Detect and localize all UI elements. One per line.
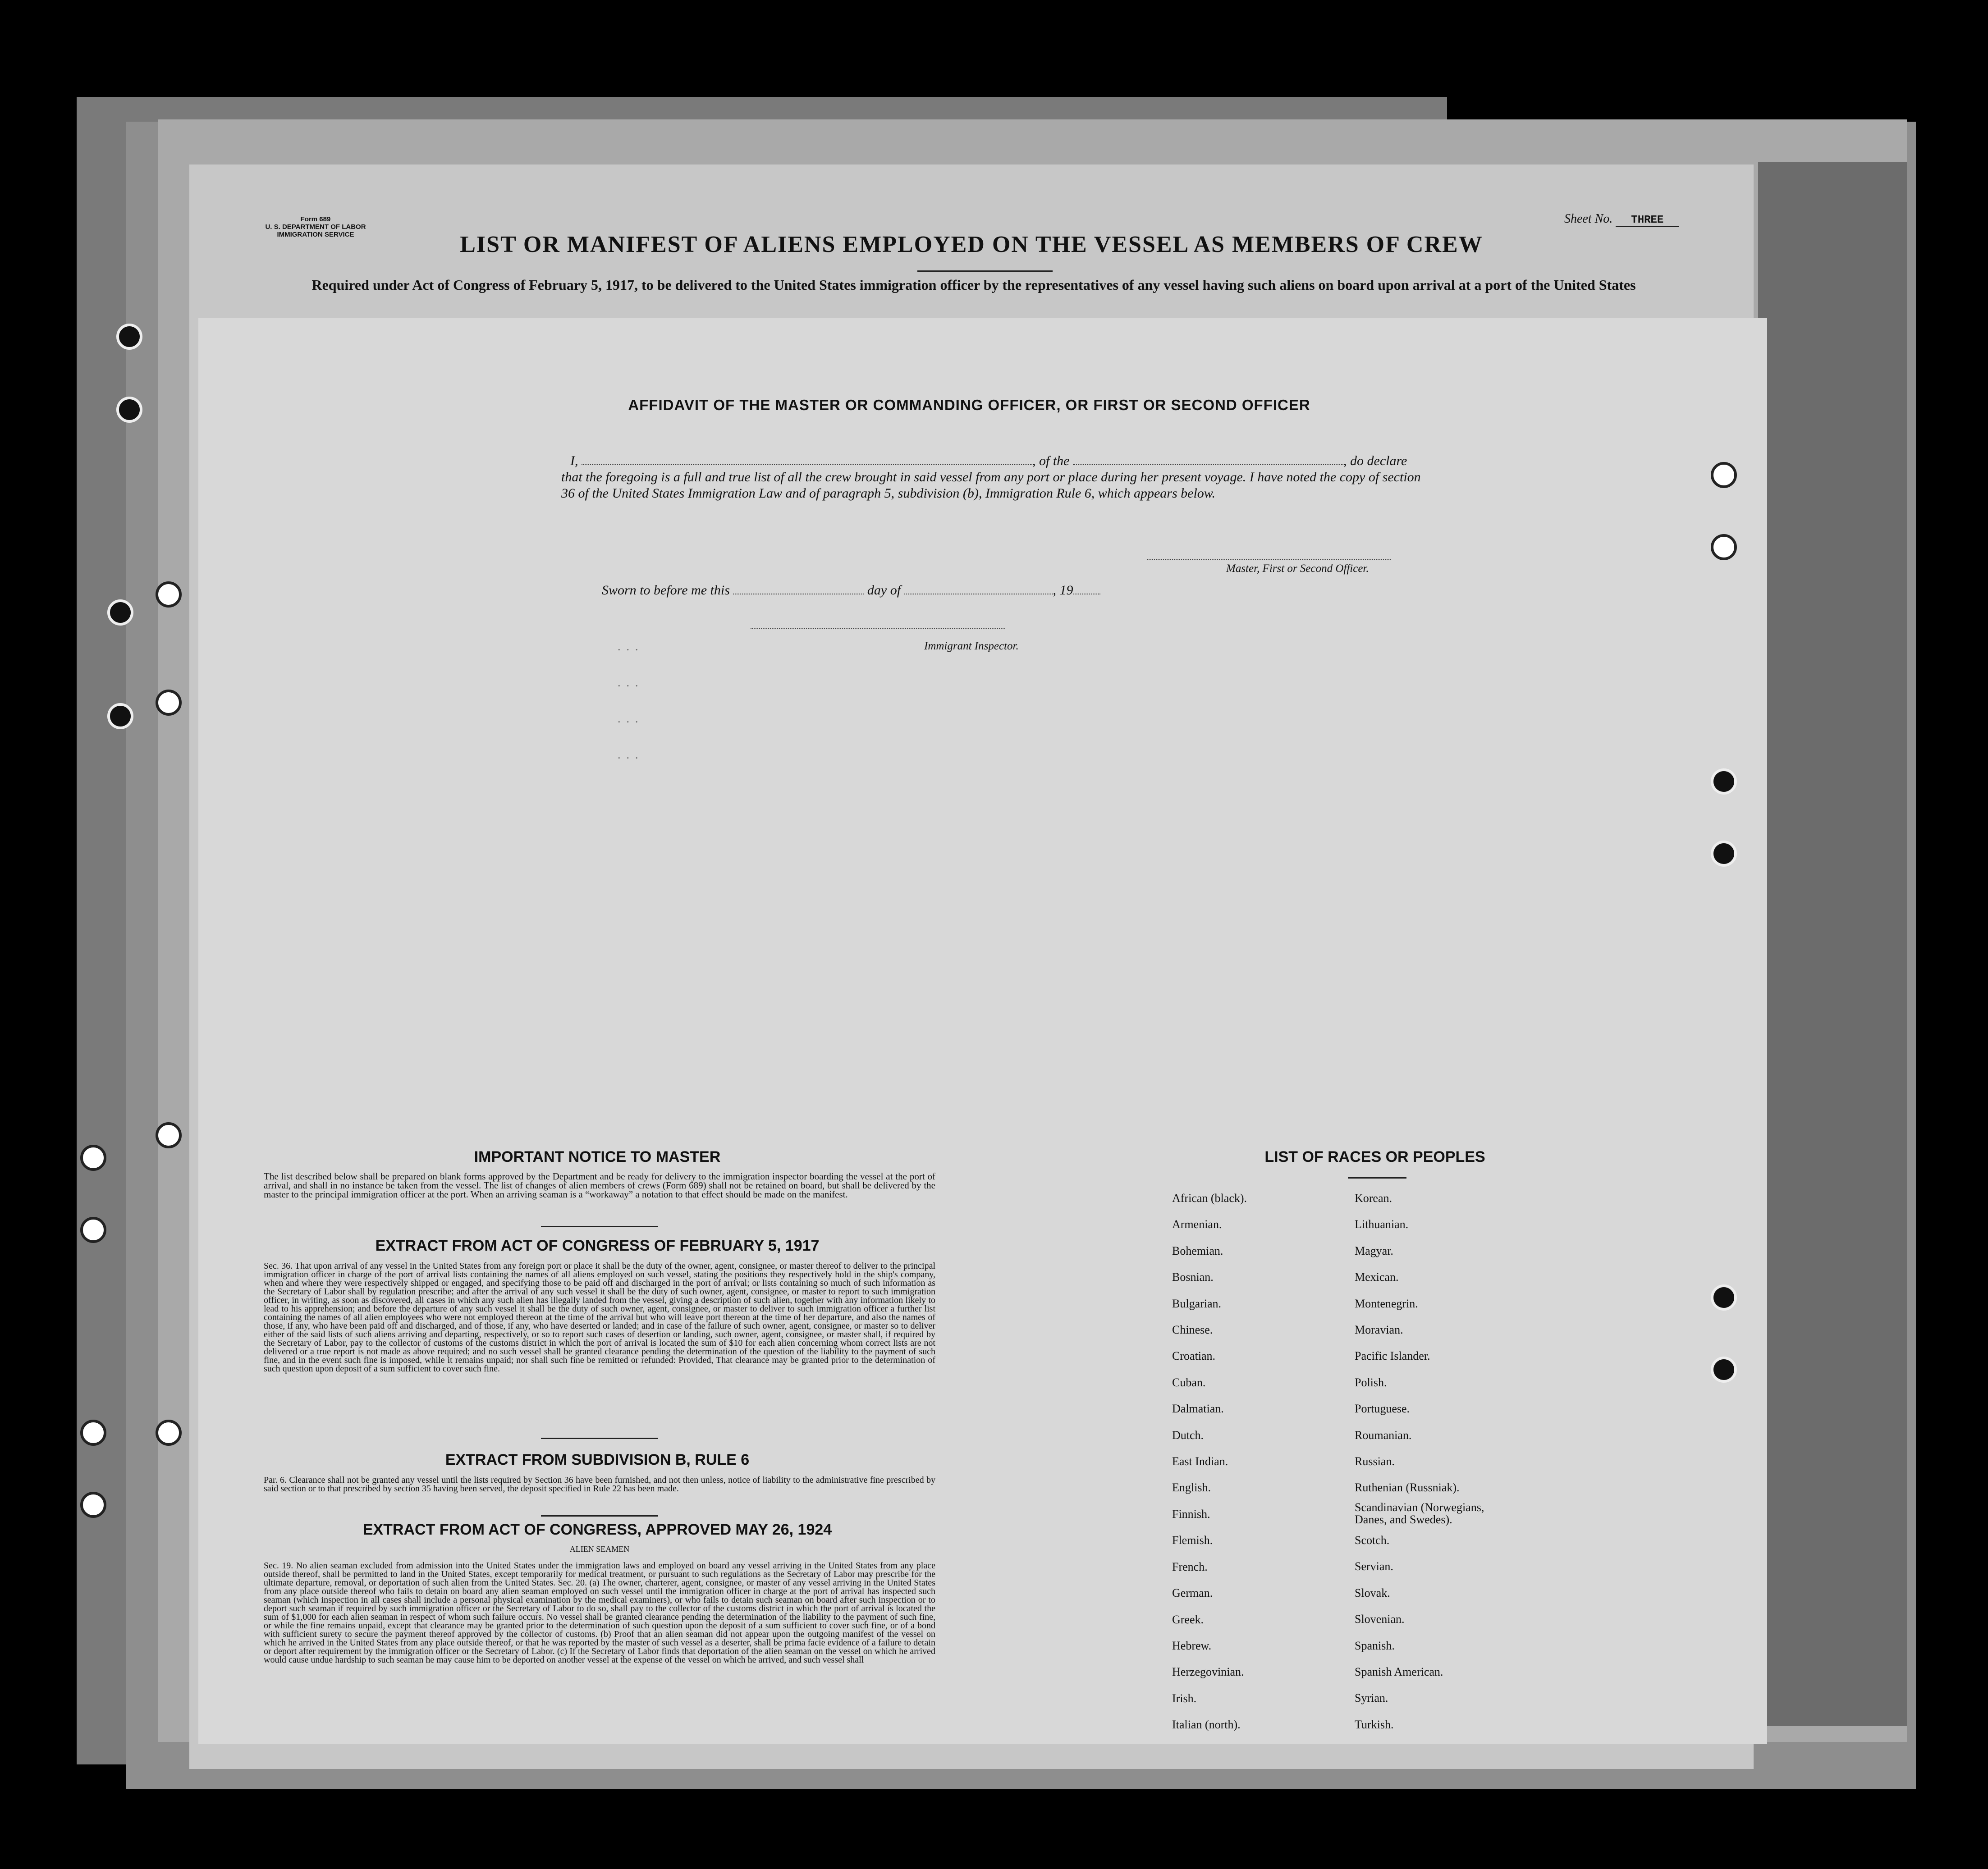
binder-hole: [80, 1492, 106, 1518]
binder-hole: [1711, 768, 1737, 795]
race-item: Finnish.: [1172, 1507, 1210, 1521]
signature-line[interactable]: [1147, 559, 1391, 560]
binder-hole: [107, 703, 133, 729]
binder-hole: [1711, 534, 1737, 560]
extract-1924-heading: EXTRACT FROM ACT OF CONGRESS, APPROVED MAY 26, 1924: [362, 1521, 832, 1538]
races-column-1: [1172, 1185, 1247, 1738]
races-column-2: [1355, 1185, 1517, 1738]
affidavit-title: AFFIDAVIT OF THE MASTER OR COMMANDING OFFICER, OR FIRST OR SECOND OFFICER: [628, 397, 1310, 413]
race-item: Portuguese.: [1355, 1402, 1410, 1416]
sworn-day-of: day of: [867, 583, 901, 598]
section-divider: [541, 1515, 658, 1517]
race-item: Spanish American.: [1355, 1665, 1443, 1678]
bleed-through-mark: . . .: [618, 676, 638, 689]
race-item: English.: [1172, 1481, 1211, 1494]
bleed-through-mark: . . .: [618, 748, 638, 761]
inspector-label: Immigrant Inspector.: [924, 640, 1019, 652]
race-item: Montenegrin.: [1355, 1297, 1418, 1310]
notice-heading: IMPORTANT NOTICE TO MASTER: [474, 1148, 721, 1165]
binder-hole: [107, 599, 133, 626]
race-item: Bulgarian.: [1172, 1297, 1222, 1310]
vessel-name-field[interactable]: [1073, 464, 1343, 465]
race-item: Slovak.: [1355, 1586, 1390, 1599]
race-item: Bohemian.: [1172, 1244, 1223, 1257]
race-item: Hebrew.: [1172, 1639, 1212, 1652]
race-item: Chinese.: [1172, 1323, 1213, 1337]
binder-hole: [80, 1145, 106, 1171]
race-item: Croatian.: [1172, 1349, 1216, 1363]
race-item: African (black).: [1172, 1192, 1247, 1205]
race-item: Dutch.: [1172, 1428, 1204, 1442]
affidavit-declaration-line: [570, 453, 1434, 469]
affidavit-do-declare: , do declare: [1343, 453, 1407, 468]
binder-hole: [1711, 462, 1737, 488]
race-item: German.: [1172, 1586, 1213, 1600]
race-item: Dalmatian.: [1172, 1402, 1224, 1416]
race-item: Syrian.: [1355, 1691, 1388, 1705]
section-divider: [541, 1226, 658, 1227]
race-item: Pacific Islander.: [1355, 1349, 1430, 1363]
sheet-number-value: THREE: [1616, 214, 1679, 227]
race-item: Ruthenian (Russniak).: [1355, 1481, 1460, 1494]
back-sheet-right: [1758, 162, 1907, 1726]
extract-rule6-text: Par. 6. Clearance shall not be granted any vessel until the lists required by Section 36 have been furnished, and not then unless, notice of liability to the administrative fine prescribed by said section or to that prescribed by section 35 having been served, the deposit specified in Rule 22 has been made.: [264, 1475, 935, 1494]
sworn-line: [602, 583, 1100, 598]
race-item: East Indian.: [1172, 1455, 1228, 1468]
sworn-text: Sworn to before me this: [602, 583, 730, 598]
race-item: Spanish.: [1355, 1639, 1395, 1652]
extract-1917-text: Sec. 36. That upon arrival of any vessel in the United States from any foreign port or place it shall be the duty of the owner, agent, consignee, or master thereof to deliver to the principal immigration officer in charge of the port of arrival lists containing the names of all aliens employed on such vessel, stating the positions they respectively hold in the ship's company, when and where they were respectively shipped or engaged, and specifying those to be paid off and discharged in the port of arrival; or lists containing so much of such information as the Secretary of Labor shall by regulation prescribe; and after the arrival of any such vessel it shall be the duty of such owner, agent, consignee, or master to report to such immigration officer, in writing, as soon as discovered, all cases in which any such alien has illegally landed from the vessel, giving a description of such alien, together with any information likely to lead to his apprehension; and before the departure of any such vessel it shall be the duty of such owner, agent, consignee, or master to deliver to such immigration officer a further list containing the names of all alien employees who were not employed thereon at the time of the arrival but who will leave port thereon at the time of her departure, and also the names of those, if any, who have been paid off and discharged, and of those, if any, who have deserted or landed; and in case of the failure of such owner, agent, consignee, or master so to deliver either of the said lists of such aliens arriving and departing, respectively, or so to report such cases of desertion or landing, such owner, agent, consignee, or master shall, if required by the Secretary of Labor, pay to the collector of customs of the customs district in which the port of arrival is located the sum of $10 for each alien concerning whom correct lists are not delivered or a true report is not made as above required; and no such vessel shall be granted clearance pending the determination of the question of the liability to the payment of such fine, and in the event such fine is imposed, while it remains unpaid; nor shall such fine be remitted or refunded: Provided, That clearance may be granted prior to the determination of such question upon deposit of a sum sufficient to cover such fine.: [264, 1261, 935, 1374]
race-item: Roumanian.: [1355, 1428, 1412, 1442]
races-heading: LIST OF RACES OR PEOPLES: [1264, 1148, 1485, 1165]
binder-hole: [156, 690, 182, 716]
extract-1924-subheading: ALIEN SEAMEN: [569, 1545, 630, 1554]
affidavit-i: I,: [570, 453, 578, 468]
race-item: Herzegovinian.: [1172, 1665, 1244, 1679]
page-title: LIST OR MANIFEST OF ALIENS EMPLOYED ON THE VESSEL AS MEMBERS OF CREW: [460, 232, 1483, 257]
race-item: Armenian.: [1172, 1218, 1222, 1231]
bleed-through-mark: . . .: [618, 640, 638, 653]
binder-hole: [1711, 841, 1737, 867]
race-item: French.: [1172, 1560, 1208, 1573]
page-subtitle: Required under Act of Congress of February 5, 1917, to be delivered to the United States immigration officer by the representatives of any vessel having such aliens on board upon arrival at a port of the United States: [311, 277, 1636, 293]
race-item: Magyar.: [1355, 1244, 1393, 1257]
race-item: Mexican.: [1355, 1270, 1399, 1284]
binder-hole: [156, 581, 182, 608]
title-divider: [917, 270, 1053, 272]
section-divider: [541, 1438, 658, 1439]
race-item: Scandinavian (Norwegians, Danes, and Swedes).: [1355, 1500, 1484, 1526]
race-item: Slovenian.: [1355, 1613, 1405, 1626]
sheet-number: [1564, 212, 1679, 227]
race-item: Italian (north).: [1172, 1718, 1241, 1732]
binder-hole: [80, 1217, 106, 1243]
race-item: Servian.: [1355, 1560, 1393, 1573]
race-item: Greek.: [1172, 1613, 1204, 1626]
form-department: U. S. DEPARTMENT OF LABOR: [265, 223, 366, 231]
race-item: Flemish.: [1172, 1534, 1213, 1547]
binder-hole: [1711, 1284, 1737, 1311]
binder-hole: [156, 1122, 182, 1148]
affidavit-body: [561, 453, 1434, 502]
race-item: Bosnian.: [1172, 1270, 1214, 1284]
form-number: Form 689: [300, 215, 331, 223]
binder-hole: [156, 1420, 182, 1446]
binder-hole: [116, 397, 142, 423]
race-item: Moravian.: [1355, 1323, 1403, 1337]
race-item: Polish.: [1355, 1375, 1387, 1389]
form-service: IMMIGRATION SERVICE: [277, 231, 354, 238]
race-item: Irish.: [1172, 1691, 1197, 1705]
race-item: Turkish.: [1355, 1718, 1394, 1731]
bleed-through-mark: . . .: [618, 712, 638, 725]
sheet-number-label: Sheet No.: [1564, 212, 1613, 226]
master-name-field[interactable]: [582, 464, 1032, 465]
race-item: Cuban.: [1172, 1375, 1206, 1389]
inspector-signature-line[interactable]: [751, 628, 1005, 629]
race-item: Korean.: [1355, 1192, 1393, 1205]
extract-1917-heading: EXTRACT FROM ACT OF CONGRESS OF FEBRUARY 5, 1917: [375, 1237, 820, 1254]
extract-1924-text: Sec. 19. No alien seaman excluded from admission into the United States under the immigration laws and employed on board any vessel arriving in the United States from any place outside thereof, shall be permitted to land in the United States, except temporarily for medical treatment, or pursuant to such regulations as the Secretary of Labor may prescribe for the ultimate departure, removal, or deportation of such alien from the United States. Sec. 20. (a) The owner, charterer, agent, consignee, or master of any vessel arriving in the United States from any place outside thereof who fails to detain on board any alien seaman employed on such vessel until the immigration officer in charge at the port of arrival has inspected such seaman (which inspection in all cases shall include a personal physical examination by the medical examiners), or who fails to detain such seaman on board after such inspection or to deport such seaman if required by such immigration officer or the Secretary of Labor to do so, shall pay to the collector of the customs district in which the port of arrival is located the sum of $1,000 for each alien seaman in respect of whom such failure occurs. No vessel shall be granted clearance pending the determination of the liability to the payment of such fine, or while the fine remains unpaid, except that clearance may be granted prior to the determination of such question upon the deposit of a sum sufficient to cover such fine, or of a bond with sufficient surety to secure the payment thereof approved by the collector of customs. (b) Proof that an alien seaman did not appear upon the outgoing manifest of the vessel on which he arrived in the United States from any place outside thereof, or that he was reported by the master of such vessel as a deserter, shall be prima facie evidence of a failure to detain or deport after requirement by the immigration officer or the Secretary of Labor. (c) If the Secretary of Labor finds that deportation of the alien seaman on the vessel on which he arrived would cause undue hardship to such seaman he may cause him to be deported on another vessel at the expense of the vessel on which he arrived, and such vessel shall: [264, 1562, 935, 1665]
affidavit-statement: that the foregoing is a full and true list of all the crew brought in said vessel from any port or place during her present voyage. I have noted the copy of section 36 of the United States Immigration Law and of paragraph 5, subdivision (b), Immigration Rule 6, which appears below.: [561, 470, 1421, 501]
notice-text: The list described below shall be prepared on blank forms approved by the Department and be ready for delivery to the immigration inspector boarding the vessel at the port of arrival, and shall in no instance be taken from the vessel. The list of changes of alien members of crews (Form 689) shall not be retained on board, but shall be delivered by the master to the principal immigration officer at the port. When an arriving seaman is a “workaway” a notation to that effect should be made on the manifest.: [264, 1171, 935, 1200]
binder-hole: [80, 1420, 106, 1446]
race-item: Scotch.: [1355, 1533, 1390, 1547]
binder-hole: [116, 324, 142, 350]
signature-label: Master, First or Second Officer.: [1226, 562, 1369, 575]
races-divider: [1348, 1177, 1406, 1179]
extract-rule6-heading: EXTRACT FROM SUBDIVISION B, RULE 6: [445, 1451, 750, 1468]
affidavit-of-the: , of the: [1032, 453, 1070, 468]
binder-hole: [1711, 1357, 1737, 1383]
race-item: Lithuanian.: [1355, 1218, 1409, 1231]
sworn-year: , 19: [1053, 583, 1073, 598]
race-item: Russian.: [1355, 1455, 1395, 1468]
